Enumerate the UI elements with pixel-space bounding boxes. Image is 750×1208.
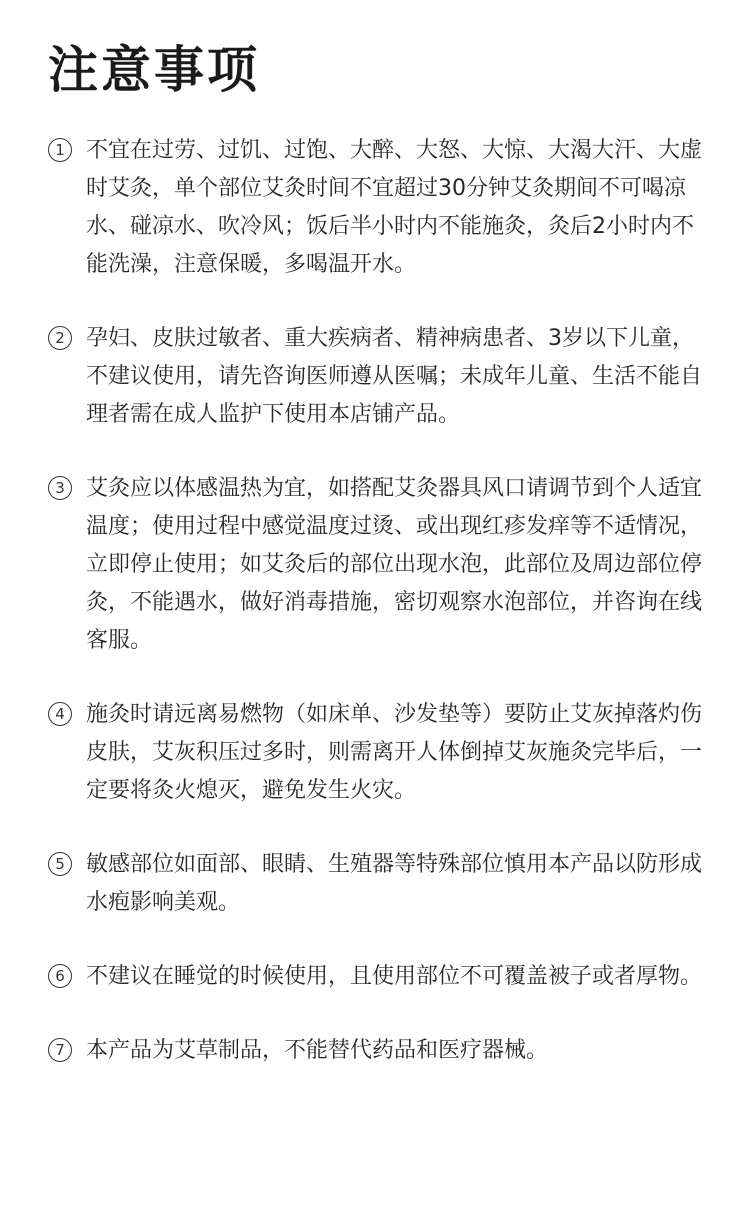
- circled-number: 5: [48, 852, 72, 876]
- notice-list: [48, 132, 710, 1070]
- notice-item-7: [48, 1032, 710, 1070]
- circled-number: 7: [48, 1038, 72, 1062]
- notice-item-2: [48, 320, 710, 434]
- notice-text: 不宜在过劳、过饥、过饱、大醉、大怒、大惊、大渴大汗、大虚时艾灸，单个部位艾灸时间不宜超过30分钟艾灸期间不可喝凉水、碰凉水、吹冷风；饭后半小时内不能施灸，灸后2小时内不能洗澡，注意保暖，多喝温开水。: [86, 138, 703, 277]
- notice-text: 本产品为艾草制品，不能替代药品和医疗器械。: [86, 1038, 549, 1063]
- notice-text: 施灸时请远离易燃物（如床单、沙发垫等）要防止艾灰掉落灼伤皮肤，艾灰积压过多时，则需离开人体倒掉艾灰施灸完毕后，一定要将灸火熄灭，避免发生火灾。: [86, 702, 703, 803]
- circled-number: 3: [48, 476, 72, 500]
- notice-item-6: [48, 958, 710, 996]
- notice-text: 不建议在睡觉的时候使用，且使用部位不可覆盖被子或者厚物。: [86, 964, 703, 989]
- notice-text: 孕妇、皮肤过敏者、重大疾病者、精神病患者、3岁以下儿童，不建议使用，请先咨询医师遵从医嘱；未成年儿童、生活不能自理者需在成人监护下使用本店铺产品。: [86, 326, 703, 427]
- page-title: 注意事项: [48, 41, 260, 99]
- notice-text: 敏感部位如面部、眼睛、生殖器等特殊部位慎用本产品以防形成水疱影响美观。: [86, 852, 703, 915]
- notice-item-4: [48, 696, 710, 810]
- notice-item-5: [48, 846, 710, 922]
- circled-number: 6: [48, 964, 72, 988]
- circled-number: 2: [48, 326, 72, 350]
- notice-text: 艾灸应以体感温热为宜，如搭配艾灸器具风口请调节到个人适宜温度；使用过程中感觉温度过烫、或出现红疹发痒等不适情况，立即停止使用；如艾灸后的部位出现水泡，此部位及周边部位停灸，不能遇水，做好消毒措施，密切观察水泡部位，并咨询在线客服。: [86, 476, 703, 653]
- circled-number: 1: [48, 138, 72, 162]
- notice-item-1: [48, 132, 710, 284]
- circled-number: 4: [48, 702, 72, 726]
- notice-item-3: [48, 470, 710, 660]
